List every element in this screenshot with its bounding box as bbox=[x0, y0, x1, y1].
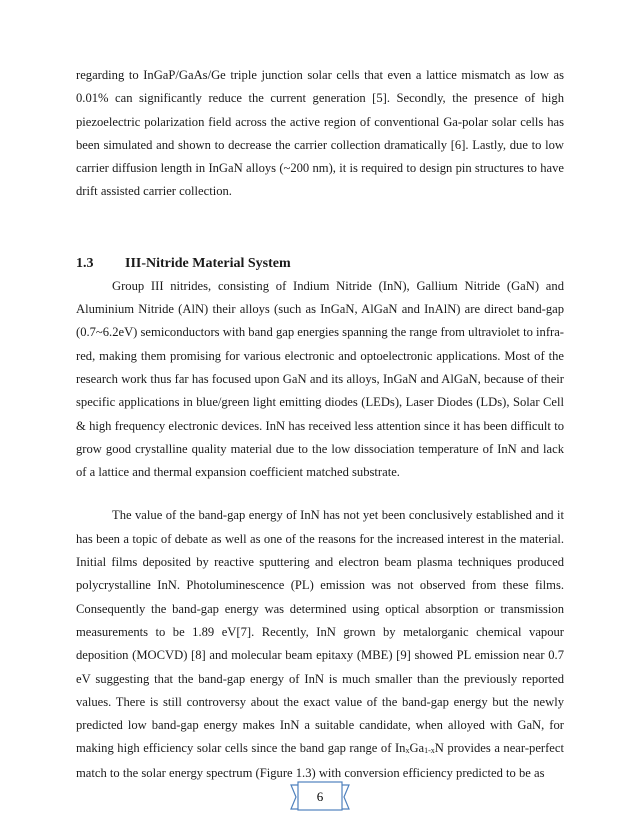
formula-inxga1xn bbox=[395, 741, 444, 755]
page-number: 6 bbox=[316, 789, 324, 804]
spacer bbox=[76, 204, 564, 252]
paragraph-2: Group III nitrides, consisting of Indium Nitride (InN), Gallium Nitride (GaN) and Aluminium Nitride (AlN) their alloys (such as InGaN, AlGaN and InAlN) are direct band-gap (0.7~6.2eV) semiconductors with band gap energies spanning the range from ultraviolet to infra-red, making them promising for various electronic and optoelectronic applications. Most of the research work thus far has focused upon GaN and its alloys, InGaN and AlGaN, because of their specific applications in blue/green light emitting diodes (LEDs), Laser Diodes (LDs), Solar Cell & high frequency electronic devices. InN has received less attention since it has been difficult to grow good crystalline quality material due to the low dissociation temperature of InN and lack of a lattice and thermal expansion coefficient matched substrate. bbox=[76, 278, 564, 480]
page-content bbox=[76, 64, 564, 785]
section-heading bbox=[76, 252, 564, 275]
section-number: 1.3 bbox=[76, 255, 94, 271]
formula-in: In bbox=[394, 741, 406, 756]
paragraph-3-text-a: The value of the band-gap energy of InN has not yet been conclusively established and it has been a topic of debate as well as one of the reasons for the increased interest in the material. Initial films deposited by reactive sputtering and electron beam plasma techniques produced polycrystalline InN. Photoluminescence (PL) emission was not observed from these films. Consequently the band-gap energy was determined using optical absorption or transmission measurements to be 1.89 eV[7]. Recently, InN grown by metalorganic chemical vapour deposition (MOCVD) [8] and molecular beam epitaxy (MBE) [9] showed PL emission near 0.7 eV suggesting that the band-gap energy of InN is much smaller than the previously reported values. There is still controversy about the exact value of the band-gap energy but the newly predicted low band-gap energy makes InN a suitable candidate, when alloyed with GaN, for making high efficiency solar cells since the band gap range of bbox=[76, 508, 564, 756]
section-title: III-Nitride Material System bbox=[125, 255, 291, 271]
formula-1x: 1-x bbox=[424, 746, 435, 756]
formula-x: x bbox=[405, 746, 410, 756]
paragraph-1: regarding to InGaP/GaAs/Ge triple junction solar cells that even a lattice mismatch as low as 0.01% can significantly reduce the current generation [5]. Secondly, the presence of high piezoelectric polarization field across the active region of conventional Ga-polar solar cells has been simulated and shown to decrease the carrier collection dramatically [6]. Lastly, due to low carrier diffusion length in InGaN alloys (~200 nm), it is required to design pin structures to have drift assisted carrier collection. bbox=[76, 68, 564, 199]
paragraph-3-text-b: provides a near-perfect match to the solar energy spectrum (Figure 1.3) with conversion efficiency predicted to be as bbox=[76, 741, 564, 780]
paragraph-3 bbox=[76, 504, 564, 785]
page-number-badge bbox=[290, 781, 350, 815]
formula-ga: Ga bbox=[409, 741, 425, 756]
formula-n: N bbox=[434, 741, 444, 756]
spacer bbox=[76, 484, 564, 504]
